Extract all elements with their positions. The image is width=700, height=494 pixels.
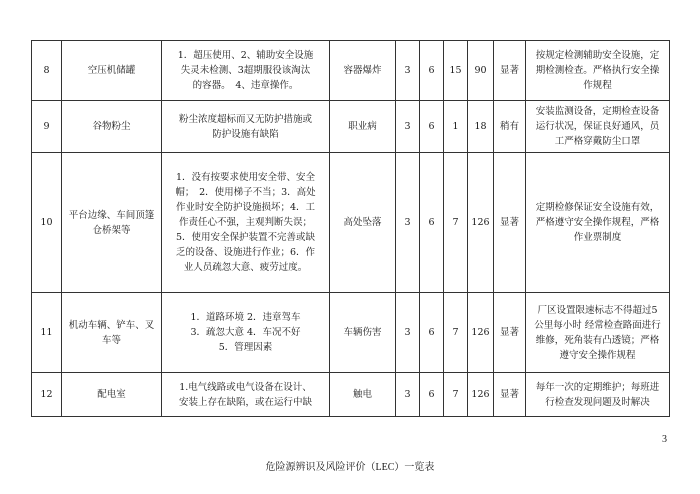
measures-cell-line: 工严格穿戴防尘口罩 [554, 136, 641, 147]
table-row [32, 153, 670, 293]
hazard-cell-line: 安装上存在缺陷，或在运行中缺 [178, 396, 312, 408]
hazard-cell-line: 5．使用安全保护装置不完善或缺 [175, 232, 316, 243]
hazard-cell-line: 1.电气线路或电气设备在设计、 [179, 381, 312, 393]
hazard-cell [162, 293, 330, 373]
risk-level-cell: 显著 [494, 41, 526, 101]
hazard-cell [162, 153, 330, 293]
l-value-cell: 3 [396, 153, 420, 293]
location-cell: 机动车辆、铲车、叉车等 [62, 293, 162, 373]
e-value-cell: 6 [420, 101, 444, 153]
location-cell: 配电室 [62, 373, 162, 417]
measures-cell [526, 293, 670, 373]
measures-cell-line: 安装监测设备，定期检查设备 [535, 106, 660, 117]
measures-cell-line: 按规定检测辅助安全设施，定 [535, 50, 660, 61]
measures-cell-line: 厂区设置限速标志不得超过5 [537, 304, 658, 316]
row-number: 9 [32, 101, 62, 153]
hazard-cell [162, 41, 330, 101]
hazard-cell-line: 帽； 2．使用梯子不当；3．高处 [175, 187, 316, 198]
c-value-cell: 7 [444, 153, 468, 293]
hazard-cell-line: 1．道路环境 2．违章驾车 [190, 312, 301, 323]
d-value-cell: 126 [468, 373, 494, 417]
table-row [32, 293, 670, 373]
measures-cell [526, 41, 670, 101]
page-number: 3 [662, 434, 667, 445]
risk-level-cell: 稍有 [494, 101, 526, 153]
row-number: 8 [32, 41, 62, 101]
measures-cell-line: 作业票制度 [573, 232, 622, 243]
measures-cell-line: 行检查发现问题及时解决 [545, 396, 650, 408]
accident-type-cell: 容器爆炸 [330, 41, 396, 101]
hazard-cell-line: 1．超压使用、2、辅助安全设施 [177, 50, 314, 61]
hazard-cell-line: 5．管理因素 [218, 342, 273, 353]
l-value-cell: 3 [396, 293, 420, 373]
accident-type-cell: 触电 [330, 373, 396, 417]
row-number: 10 [32, 153, 62, 293]
risk-level-cell: 显著 [494, 153, 526, 293]
l-value-cell: 3 [396, 101, 420, 153]
measures-cell-line: 遵守安全操作规程 [559, 349, 636, 361]
measures-cell-line: 运行状况，保证良好通风，员 [535, 121, 660, 132]
hazard-cell-line: 1．没有按要求使用安全带、安全 [175, 172, 316, 183]
c-value-cell: 7 [444, 373, 468, 417]
measures-cell-line: 维修，死角装有凸透镜；严格 [535, 334, 660, 346]
c-value-cell: 7 [444, 293, 468, 373]
hazard-cell-line: 业人员疏忽大意、疲劳过度。 [183, 262, 308, 273]
location-cell: 谷物粉尘 [62, 101, 162, 153]
d-value-cell: 126 [468, 293, 494, 373]
hazard-cell-line: 失灵未检测、3超期服役该淘汰 [180, 65, 311, 76]
measures-cell-line: 严格遵守安全操作规程，严格 [535, 217, 660, 228]
location-cell: 空压机储罐 [62, 41, 162, 101]
table-row [32, 373, 670, 417]
measures-cell [526, 373, 670, 417]
hazard-cell [162, 373, 330, 417]
page-footer: 危险源辨识及风险评价（LEC）一览表 [265, 462, 435, 473]
measures-cell-line: 期检测检查。严格执行安全操 [535, 65, 660, 76]
row-number: 11 [32, 293, 62, 373]
location-cell: 平台边缘、车间顶篷仓桥架等 [62, 153, 162, 293]
e-value-cell: 6 [420, 41, 444, 101]
row-number: 12 [32, 373, 62, 417]
d-value-cell: 18 [468, 101, 494, 153]
accident-type-cell: 职业病 [330, 101, 396, 153]
e-value-cell: 6 [420, 153, 444, 293]
hazard-cell-line: 乏的设备、设施进行作业；6．作 [175, 247, 316, 258]
accident-type-cell: 车辆伤害 [330, 293, 396, 373]
hazard-cell-line: 作业时安全防护设施损坏；4．工 [175, 202, 316, 213]
table-row [32, 101, 670, 153]
measures-cell-line: 每年一次的定期维护；每班进 [535, 381, 660, 393]
lec-table [31, 40, 670, 417]
risk-level-cell: 显著 [494, 373, 526, 417]
hazard-cell-line: 粉尘浓度超标而又无防护措施或 [178, 113, 312, 125]
l-value-cell: 3 [396, 41, 420, 101]
e-value-cell: 6 [420, 373, 444, 417]
d-value-cell: 90 [468, 41, 494, 101]
hazard-cell-line: 作责任心不强，主观判断失误； [178, 217, 312, 228]
measures-cell [526, 153, 670, 293]
hazard-cell [162, 101, 330, 153]
e-value-cell: 6 [420, 293, 444, 373]
measures-cell [526, 101, 670, 153]
risk-level-cell: 显著 [494, 293, 526, 373]
hazard-cell-line: 的容器。 4、违章操作。 [192, 80, 299, 91]
measures-cell-line: 定期检修保证安全设施有效， [535, 202, 660, 213]
hazard-cell-line: 防护设施有缺陷 [212, 128, 279, 140]
c-value-cell: 15 [444, 41, 468, 101]
c-value-cell: 1 [444, 101, 468, 153]
measures-cell-line: 公里每小时 经常检查路面进行 [534, 319, 661, 331]
measures-cell-line: 作规程 [583, 80, 612, 91]
table-row [32, 41, 670, 101]
table-body [32, 41, 670, 417]
l-value-cell: 3 [396, 373, 420, 417]
hazard-cell-line: 3．疏忽大意 4．车况不好 [190, 327, 301, 338]
accident-type-cell: 高处坠落 [330, 153, 396, 293]
d-value-cell: 126 [468, 153, 494, 293]
